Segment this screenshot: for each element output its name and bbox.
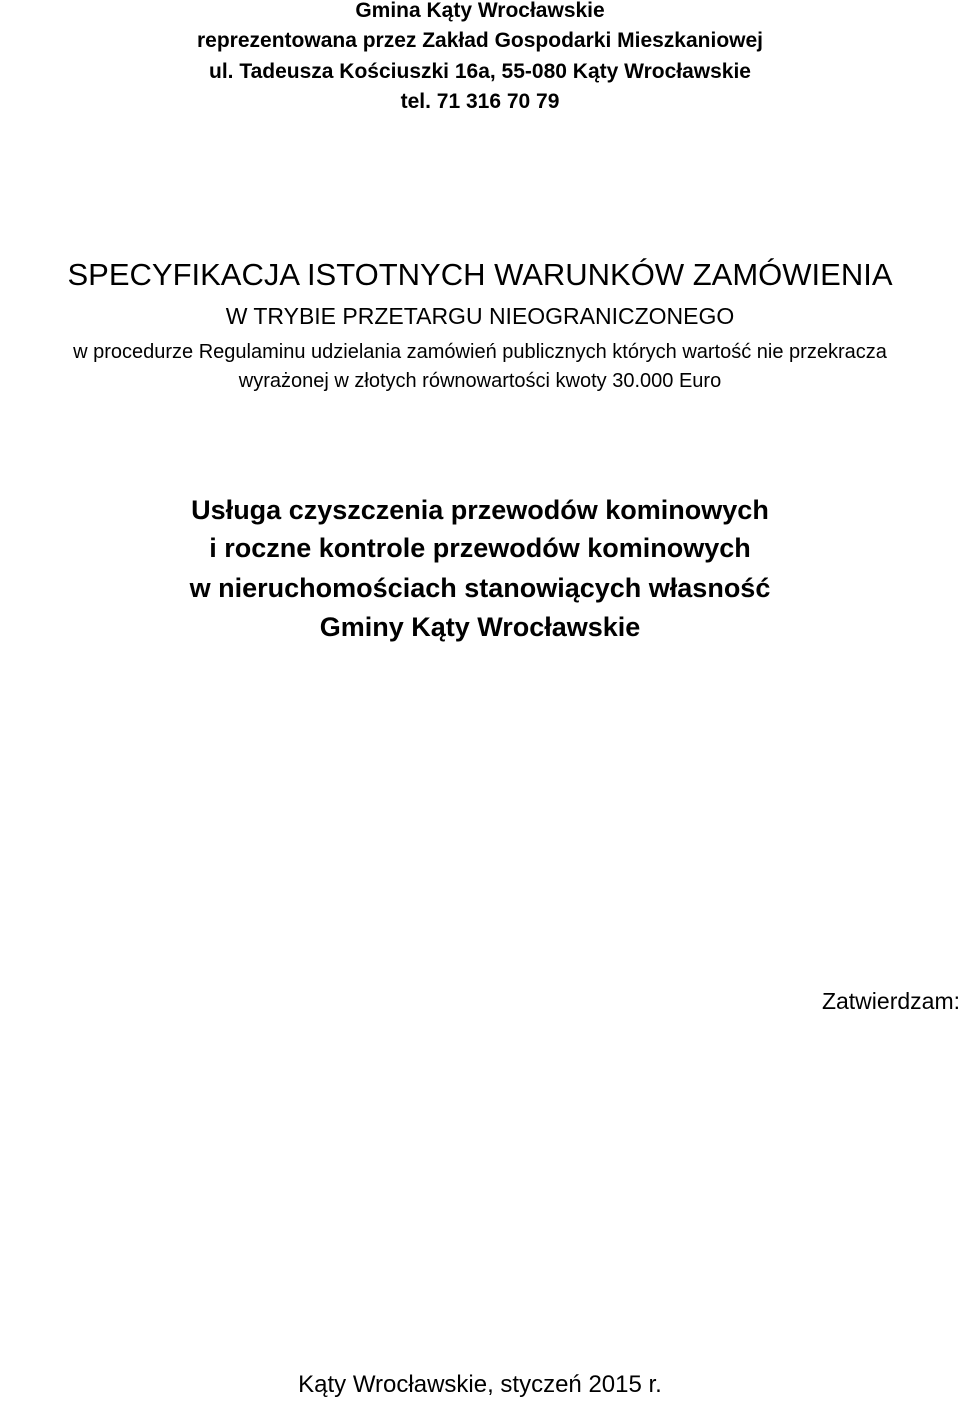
issuer-address: ul. Tadeusza Kościuszki 16a, 55-080 Kąty Wrocławskie [209, 60, 751, 83]
service-line-4: Gminy Kąty Wrocławskie [319, 612, 641, 642]
place-and-date: Kąty Wrocławskie, styczeń 2015 r. [298, 1371, 662, 1398]
service-line-1: Usługa czyszczenia przewodów kominowych [191, 495, 769, 525]
service-line-2: i roczne kontrole przewodów kominowych [209, 533, 751, 563]
document-subtitle: W TRYBIE PRZETARGU NIEOGRANICZONEGO [225, 303, 735, 329]
issuer-name: Gmina Kąty Wrocławskie [355, 0, 605, 22]
issuer-representative: reprezentowana przez Zakład Gospodarki Mieszkaniowej [197, 29, 763, 52]
service-line-3: w nieruchomościach stanowiących własność [189, 573, 771, 603]
procedure-note-line2: wyrażonej w złotych równowartości kwoty 30.000 Euro [238, 370, 722, 392]
document-title: SPECYFIKACJA ISTOTNYCH WARUNKÓW ZAMÓWIENIA [67, 257, 893, 292]
procedure-note-line1: w procedurze Regulaminu udzielania zamówień publicznych których wartość nie przekracza [73, 341, 887, 363]
issuer-phone: tel. 71 316 70 79 [400, 90, 560, 113]
approval-label: Zatwierdzam: [821, 988, 960, 1014]
